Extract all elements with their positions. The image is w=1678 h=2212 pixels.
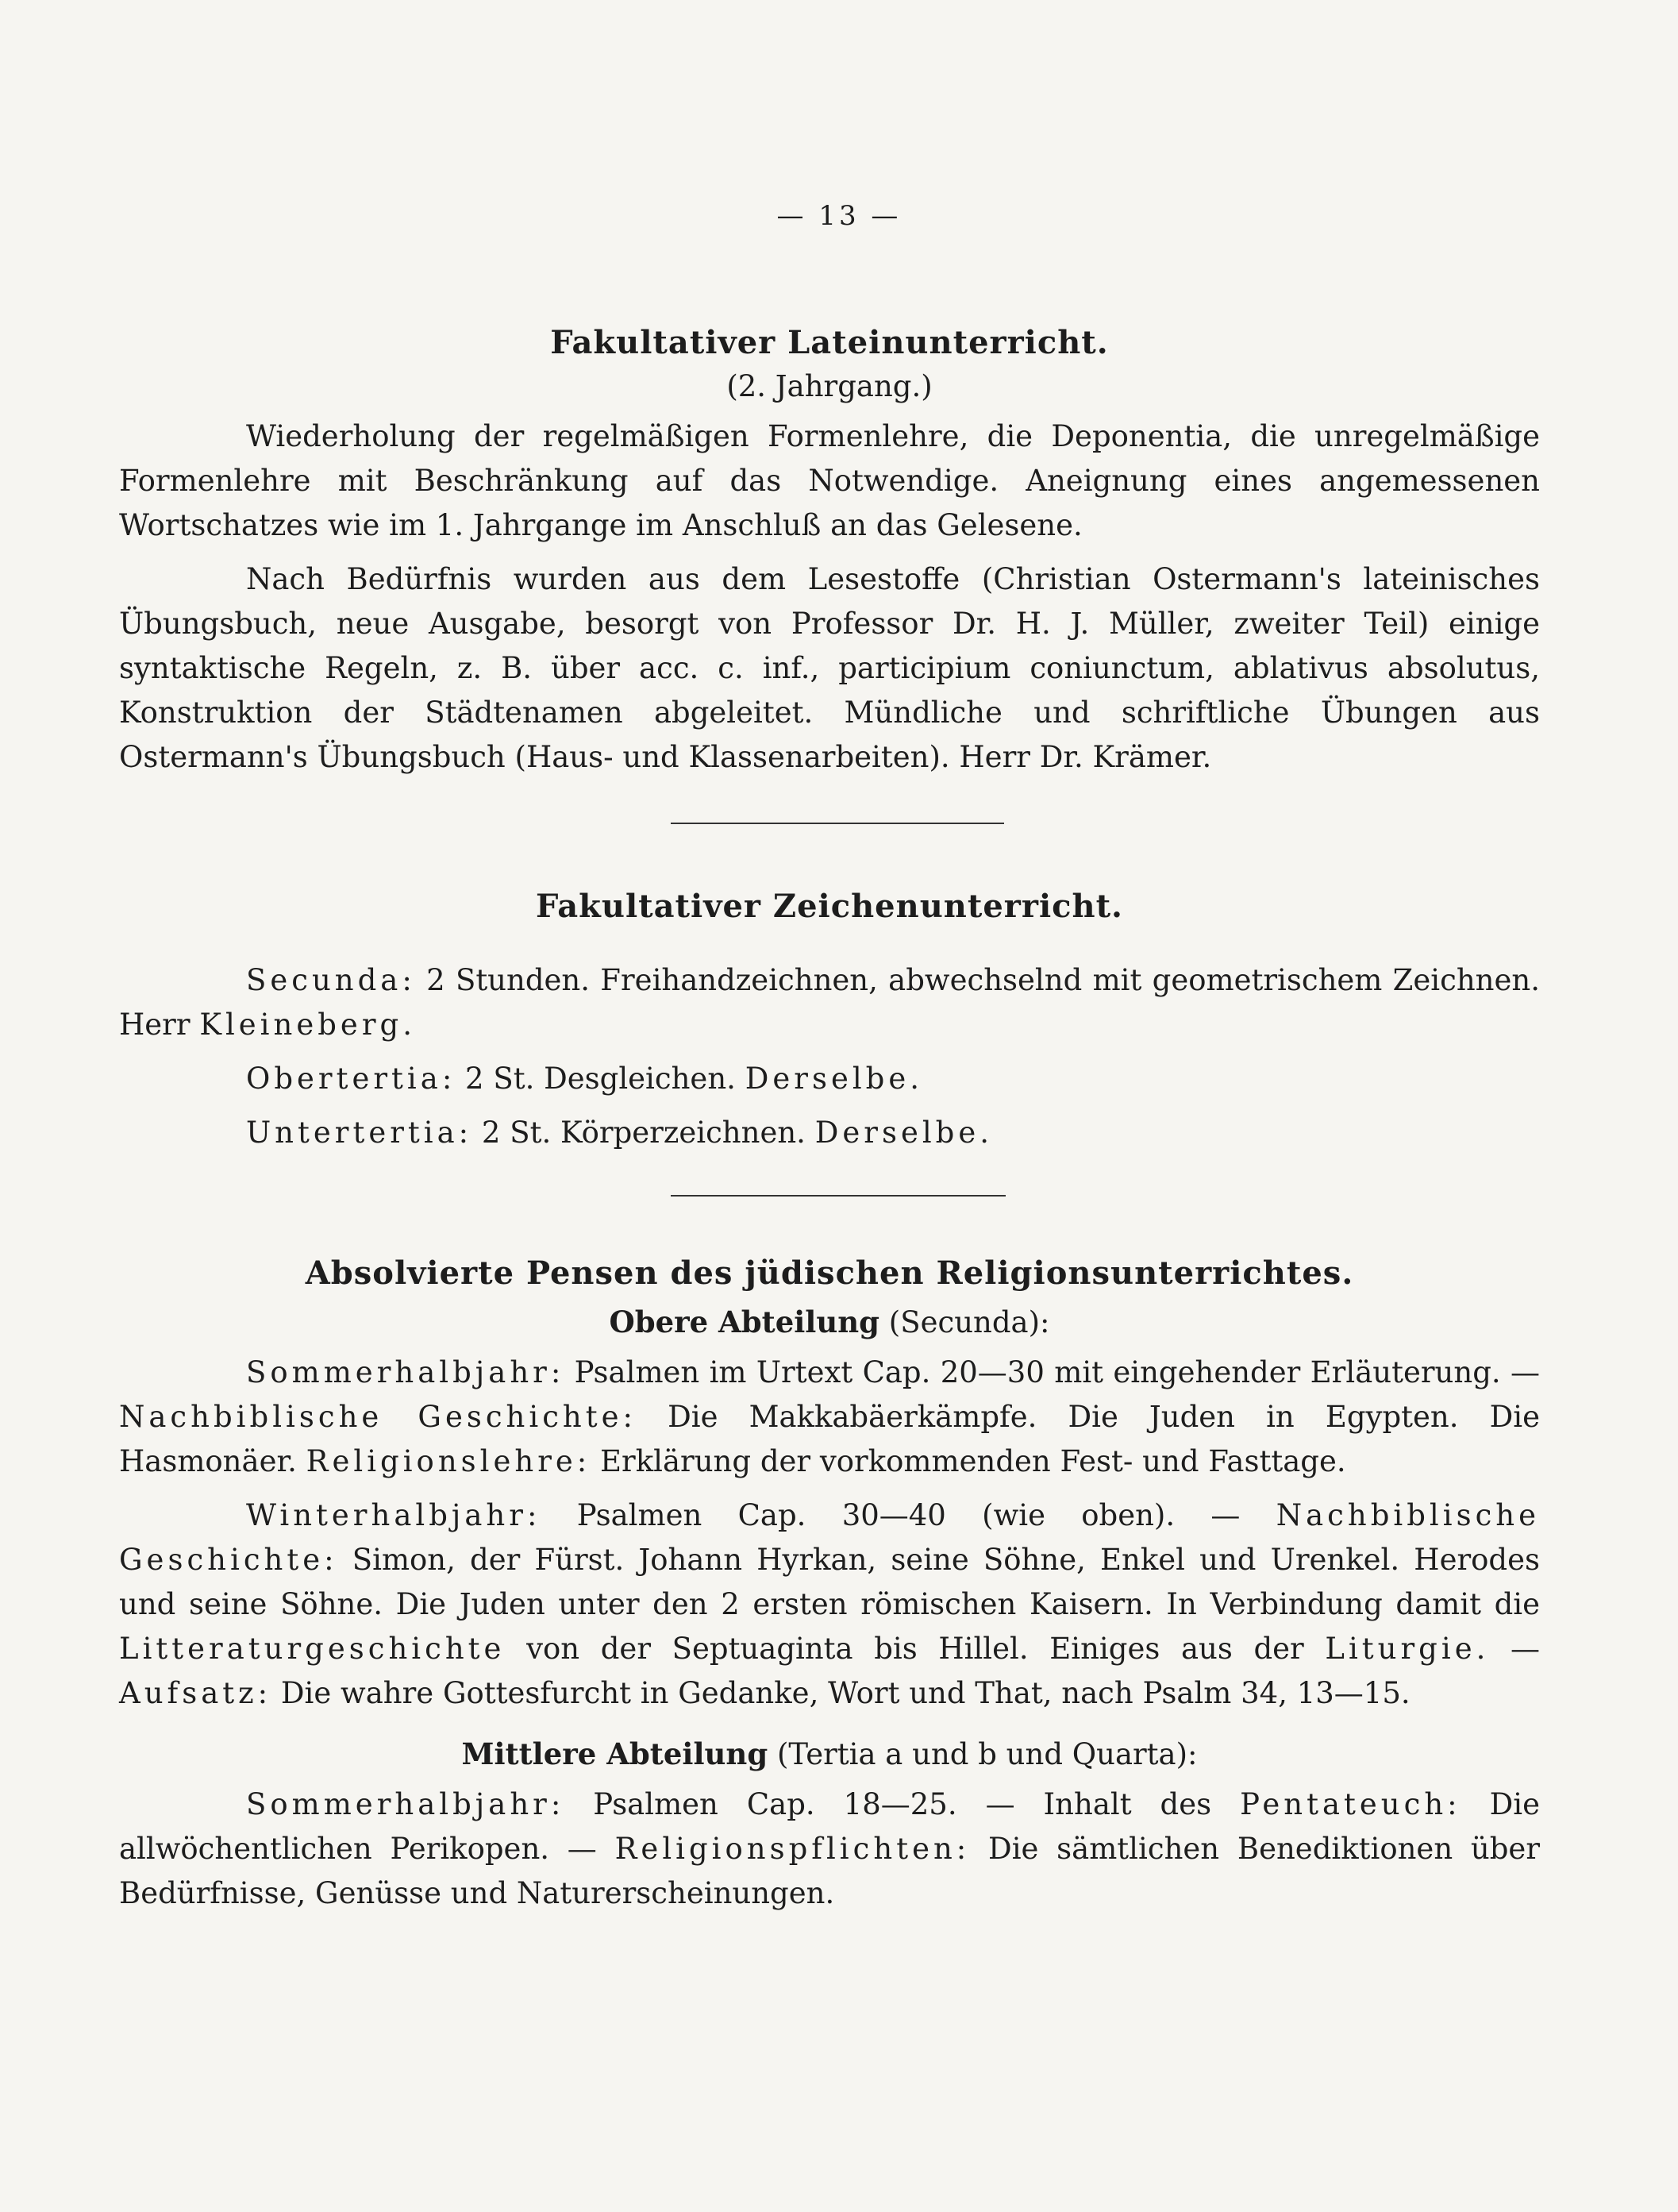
subheading-middle-division	[119, 1736, 1540, 1771]
label-untertertia: Untertertia:	[246, 1116, 473, 1150]
label-obertertia: Obertertia:	[246, 1062, 456, 1096]
text-obertertia: 2 St. Desgleichen.	[465, 1062, 736, 1096]
label-upper-summer: Sommerhalbjahr:	[246, 1355, 565, 1389]
label-literature-history: Litteraturgeschichte	[119, 1632, 506, 1666]
section-religion	[119, 1254, 1540, 1916]
text-middle-summer: Psalmen Cap. 18—25. — Inhalt des	[593, 1787, 1212, 1821]
label-essay: Aufsatz:	[119, 1676, 272, 1710]
teacher-obertertia: Derselbe.	[745, 1062, 924, 1096]
subheading-upper-rest: (Secunda):	[888, 1305, 1050, 1339]
text-essay: Die wahre Gottesfurcht in Gedanke, Wort und That, nach Psalm 34, 13—15.	[280, 1676, 1411, 1710]
text-pentateuch: Die allwöchentlichen Perikopen. —	[119, 1787, 1540, 1866]
paragraph-upper-winter	[119, 1493, 1540, 1716]
label-upper-winter: Winterhalbjahr:	[246, 1498, 541, 1532]
section-title-latin: Fakultativer Lateinunterricht.	[550, 324, 1109, 361]
paragraph-untertertia	[119, 1111, 1540, 1155]
teacher-secunda: Kleineberg.	[199, 1008, 416, 1042]
text-untertertia: 2 St. Körperzeichnen.	[481, 1116, 806, 1150]
paragraph-secunda	[119, 958, 1540, 1047]
paragraph-latin-2: Nach Bedürfnis wurden aus dem Lesestoffe (Christian Ostermann's lateinisches Übungsbuch, neue Ausgabe, besorgt von Professor Dr. H. J. Müller, zweiter Teil) einige syntaktische Regeln, z. B. über acc. c. inf., participium coniunctum, ablativus absolutus, Konstruktion der Städtenamen abgeleitet. Mündliche und schriftliche Übungen aus Ostermann's Übungsbuch (Haus- und Klassenarbeiten). Herr Dr. Krämer.	[119, 562, 1540, 774]
text-literature-history: von der Septuaginta bis Hillel. Einiges aus der	[526, 1632, 1304, 1666]
text-upper-summer: Psalmen im Urtext Cap. 20—30 mit eingehender Erläuterung. —	[574, 1355, 1540, 1389]
section-title-drawing: Fakultativer Zeichenunterricht.	[536, 888, 1123, 925]
label-upper-religion: Religionslehre:	[306, 1444, 591, 1478]
text-secunda: 2 Stunden. Freihandzeichnen, abwechselnd mit geometrischem Zeichnen. Herr	[119, 963, 1540, 1042]
subheading-middle-bold: Mittlere Abteilung	[461, 1736, 768, 1771]
label-religious-duties: Religionspflichten:	[614, 1832, 971, 1866]
teacher-untertertia: Derselbe.	[814, 1116, 994, 1150]
label-upper-winter-history: Nachbiblische Geschichte:	[119, 1498, 1541, 1577]
paragraph-latin-1: Wiederholung der regelmäßigen Formenlehre, die Deponentia, die unregelmäßige Formenlehre mit Beschränkung auf das Notwendige. Aneignung eines angemessenen Wortschatzes wie im 1. Jahrgange im Anschluß an das Gelesene.	[119, 419, 1540, 542]
divider-1	[671, 823, 1004, 824]
text-religious-duties: Die sämtlichen Benediktionen über Bedürfnisse, Genüsse und Naturerscheinungen.	[119, 1832, 1541, 1910]
label-middle-summer: Sommerhalbjahr:	[246, 1787, 565, 1821]
subheading-upper-division	[119, 1304, 1540, 1339]
page-number: — 13 —	[776, 200, 902, 232]
section-drawing	[119, 888, 1540, 1155]
section-latin	[119, 324, 1540, 780]
text-upper-religion: Erklärung der vorkommenden Fest- und Fasttage.	[600, 1444, 1346, 1478]
label-secunda: Secunda:	[246, 963, 416, 997]
label-upper-history: Nachbiblische Geschichte:	[119, 1400, 637, 1434]
section-subtitle-latin: (2. Jahrgang.)	[726, 369, 933, 403]
paragraph-middle-summer	[119, 1782, 1540, 1916]
text-dash: —	[1511, 1632, 1540, 1666]
text-upper-history: Die Makkabäerkämpfe. Die Juden in Egypten. Die Hasmonäer.	[119, 1400, 1540, 1478]
subheading-middle-rest: (Tertia a und b und Quarta):	[776, 1737, 1198, 1771]
subheading-upper-bold: Obere Abteilung	[609, 1304, 880, 1339]
divider-2	[671, 1195, 1006, 1197]
text-upper-winter-history: Simon, der Fürst. Johann Hyrkan, seine Söhne, Enkel und Urenkel. Herodes und seine Söhne. Die Juden unter den 2 ersten römischen Kaisern. In Verbindung damit die	[119, 1543, 1540, 1621]
text-upper-winter: Psalmen Cap. 30—40 (wie oben). —	[576, 1498, 1241, 1532]
paragraph-obertertia	[119, 1057, 1540, 1101]
label-pentateuch: Pentateuch:	[1240, 1787, 1461, 1821]
section-title-religion: Absolvierte Pensen des jüdischen Religionsunterrichtes.	[305, 1254, 1354, 1292]
paragraph-upper-summer	[119, 1351, 1540, 1484]
label-liturgy: Liturgie.	[1325, 1632, 1490, 1666]
